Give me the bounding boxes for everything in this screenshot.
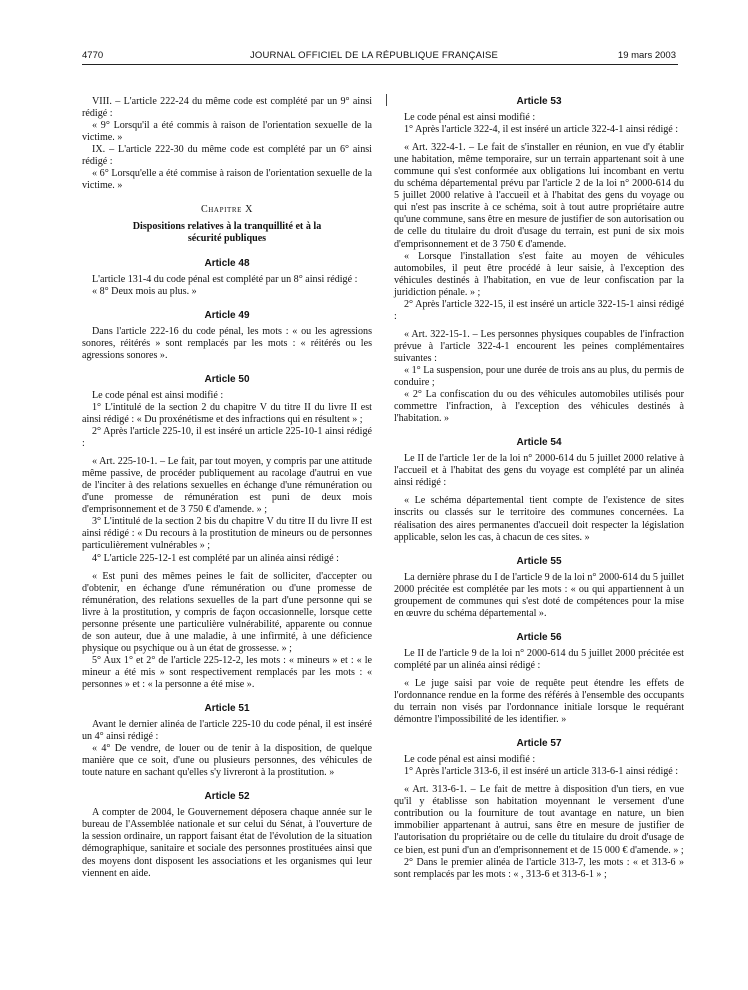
paragraph: 3° L'intitulé de la section 2 bis du chapitre V du titre II du livre II est ainsi rédigé : « Du recours à la prostitution de mineurs ou de personnes particulièrement vulnérables » ; [82,516,372,552]
paragraph: La dernière phrase du I de l'article 9 de la loi n° 2000-614 du 5 juillet 2000 précitée est complétée par les mots : « ou qui appartiennent à un groupement de communes qui s'est doté de compétences pour la mise en œuvre du schéma départemental ». [394,571,684,619]
paragraph: « 9° Lorsqu'il a été commis à raison de l'orientation sexuelle de la victime. » [82,120,372,144]
paragraph: 4° L'article 225-12-1 est complété par un alinéa ainsi rédigé : [92,552,339,564]
right-column [394,96,684,881]
paragraph: VIII. – L'article 222-24 du même code est complété par un 9° ainsi rédigé : [82,96,372,120]
article-48-heading: Article 48 [204,257,250,269]
paragraph: « Art. 322-15-1. – Les personnes physiques coupables de l'infraction prévue à l'article 322-4-1 encourent les peines complémentaires suivantes : [394,328,684,364]
page-number: 4770 [82,50,104,61]
article-54-heading: Article 54 [516,437,562,449]
paragraph: « Lorsque l'installation s'est faite au moyen de véhicules automobiles, il peut être procédé à leur saisie, à l'exception des véhicules destinés à l'habitation, en vue de leur confiscation par la juridiction pénale. » ; [394,250,684,298]
left-column [82,96,372,880]
paragraph: 2° Dans le premier alinéa de l'article 313-7, les mots : « et 313-6 » sont remplacés par les mots : « , 313-6 et 313-6-1 » ; [394,856,684,880]
article-53-heading: Article 53 [516,96,562,107]
paragraph: « Art. 313-6-1. – Le fait de mettre à disposition d'un tiers, en vue qu'il y établisse son habitation moyennant le versement d'une contribution ou la fourniture de tout avantage en nature, un bien immobilier appartenant à autrui, sans être en mesure de justifier de l'autorisation du propriétaire ou de celle du titulaire du droit d'usage de ce bien, est puni d'un an d'emprisonnement et de 15 000 € d'amende. » ; [394,784,684,856]
paragraph: « 1° La suspension, pour une durée de trois ans au plus, du permis de conduire ; [394,364,684,389]
paragraph: Le code pénal est ainsi modifié : [404,754,536,766]
article-51-heading: Article 51 [204,703,250,715]
paragraph: 2° Après l'article 322-15, il est inséré un article 322-15-1 ainsi rédigé : [394,298,684,322]
paragraph: 1° Après l'article 313-6, il est inséré un article 313-6-1 ainsi rédigé : [404,766,679,778]
paragraph: Le II de l'article 1er de la loi n° 2000-614 du 5 juillet 2000 relative à l'accueil et à l'habitat des gens du voyage est complété par un alinéa ainsi rédigé : [394,453,684,489]
paragraph: « 8° Deux mois au plus. » [92,285,197,297]
paragraph: « Le juge saisi par voie de requête peut étendre les effets de l'ordonnance rendue en la forme des référés à l'ensemble des occupants du terrain non visés par l'ordonnance initiale lorsque le requérant démontre l'impossibilité de les identifier. » [394,677,684,726]
paragraph: Le II de l'article 9 de la loi n° 2000-614 du 5 juillet 2000 précitée est complété par un alinéa ainsi rédigé : [394,647,684,671]
issue-date: 19 mars 2003 [617,50,676,61]
paragraph: 2° Après l'article 225-10, il est inséré un article 225-10-1 ainsi rédigé : [82,426,372,450]
paragraph: A compter de 2004, le Gouvernement déposera chaque année sur le bureau de l'Assemblée nationale et sur celui du Sénat, à l'ouverture de la session ordinaire, un rapport faisant état de l'évolution de la situation démographique, sanitaire et sociale des personnes prostituées ainsi que des moyens dont disposent les associations et les organismes qui leur viennent en aide. [82,807,372,879]
paragraph: 5° Aux 1° et 2° de l'article 225-12-2, les mots : « mineurs » et : « le mineur a été mis » sont respectivement remplacés par les mots : « personnes » et : « la personne a été mise ». [82,654,372,690]
paragraph: 1° Après l'article 322-4, il est inséré un article 322-4-1 ainsi rédigé : [404,124,679,136]
journal-title: JOURNAL OFFICIEL DE LA RÉPUBLIQUE FRANÇAISE [249,50,499,61]
paragraph: L'article 131-4 du code pénal est complété par un 8° ainsi rédigé : [92,273,358,285]
paragraph: IX. – L'article 222-30 du même code est complété par un 6° ainsi rédigé : [82,144,372,168]
chapter-title: Dispositions relatives à la tranquillité et à la sécurité publiques [132,221,322,245]
paragraph: « 2° La confiscation du ou des véhicules automobiles utilisés pour commettre l'infraction, à l'exception des véhicules destinés à l'habitation. » [394,389,684,425]
paragraph: Dans l'article 222-16 du code pénal, les mots : « ou les agressions sonores, réitérés » sont remplacés par les mots : « réitérés ou les agressions sonores ». [82,325,372,361]
paragraph: Avant le dernier alinéa de l'article 225-10 du code pénal, il est inséré un 4° ainsi rédigé : [82,719,372,743]
article-52-heading: Article 52 [204,791,250,803]
article-50-heading: Article 50 [204,373,250,385]
article-49-heading: Article 49 [204,309,250,321]
article-56-heading: Article 56 [516,631,562,643]
paragraph: « Art. 322-4-1. – Le fait de s'installer en réunion, en vue d'y établir une habitation, même temporaire, sur un terrain appartenant soit à une commune qui s'est conformée aux obligations lui incombant en vertu du schéma départemental prévu par l'article 2 de la loi n° 2000-614 du 5 juillet 2000 relative à l'accueil et à l'habitat des gens du voyage ou qui n'est pas inscrite à ce schéma, soit à tout autre propriétaire autre qu'une commune, sans être en mesure de justifier de son autorisation ou de celle du titulaire du droit d'usage du terrain, est puni de six mois d'emprisonnement et de 3 750 € d'amende. [394,142,684,250]
paragraph: 1° L'intitulé de la section 2 du chapitre V du titre II du livre II est ainsi rédigé : « Du proxénétisme et des infractions qui en résultent » ; [82,401,372,425]
paragraph: « Est puni des mêmes peines le fait de solliciter, d'accepter ou d'obtenir, en échange d'une rémunération ou d'une promesse de rémunération, des relations sexuelles de la part d'une personne qui se livre à la prostitution, y compris de façon occasionnelle, lorsque cette personne présente une particulière vulnérabilité, apparente ou connue de son auteur, due à une maladie, à une infirmité, à une déficience physique ou psychique ou à un état de grossesse. » ; [82,570,372,654]
paragraph: « Le schéma départemental tient compte de l'existence de sites inscrits ou classés sur le territoire des communes concernées. La réalisation des aires permanentes d'accueil doit respecter la législation applicable, selon les cas, à chacun de ces sites. » [394,495,684,543]
paragraph: Le code pénal est ainsi modifié : [404,112,536,124]
paragraph: « 4° De vendre, de louer ou de tenir à la disposition, de quelque manière que ce soit, d'une ou plusieurs personnes, des véhicules de toute nature en sachant qu'elles s'y livreront à la prostitution. » [82,743,372,779]
column-divider [386,94,387,106]
article-55-heading: Article 55 [516,555,562,567]
paragraph: « Art. 225-10-1. – Le fait, par tout moyen, y compris par une attitude même passive, de procéder publiquement au racolage d'autrui en vue de l'inciter à des relations sexuelles en échange d'une rémunération ou d'une promesse de rémunération est puni de deux mois d'emprisonnement et de 3 750 € d'amende. » ; [82,456,372,516]
header-rule [82,64,678,65]
paragraph: « 6° Lorsqu'elle a été commise à raison de l'orientation sexuelle de la victime. » [82,168,372,192]
chapter-label: Chapitre X [200,204,254,216]
paragraph: Le code pénal est ainsi modifié : [92,389,224,401]
article-57-heading: Article 57 [516,738,562,750]
